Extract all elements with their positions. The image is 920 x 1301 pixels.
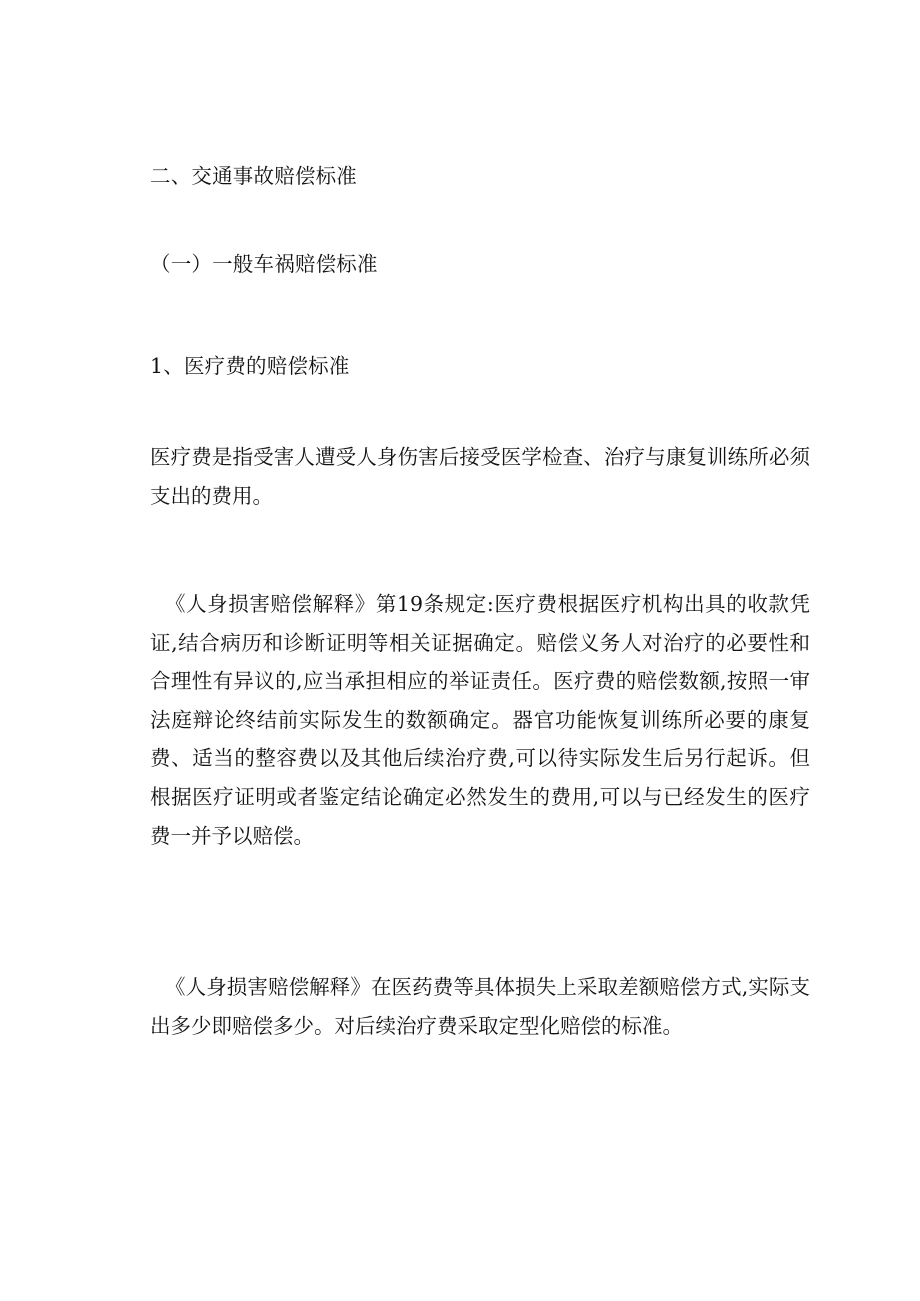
subsection-heading: （一）一般车祸赔偿标准 <box>150 252 378 276</box>
item-heading: 1、医疗费的赔偿标准 <box>150 354 350 378</box>
paragraph-difference-compensation: 《人身损害赔偿解释》在医药费等具体损失上采取差额赔偿方式,实际支出多少即赔偿多少。对后续治疗费采取定型化赔偿的标准。 <box>150 975 810 1038</box>
paragraph-article-19: 《人身损害赔偿解释》第19条规定:医疗费根据医疗机构出具的收款凭证,结合病历和诊断证明等相关证据确定。赔偿义务人对治疗的必要性和合理性有异议的,应当承担相应的举证责任。医疗费的赔偿数额,按照一审法庭辩论终结前实际发生的数额确定。器官功能恢复训练所必要的康复费、适当的整容费以及其他后续治疗费,可以待实际发生后另行起诉。但根据医疗证明或者鉴定结论确定必然发生的费用,可以与已经发生的医疗费一并予以赔偿。 <box>150 592 810 848</box>
paragraph-medical-fee-definition: 医疗费是指受害人遭受人身伤害后接受医学检查、治疗与康复训练所必须支出的费用。 <box>150 445 810 508</box>
section-heading: 二、交通事故赔偿标准 <box>150 164 357 188</box>
